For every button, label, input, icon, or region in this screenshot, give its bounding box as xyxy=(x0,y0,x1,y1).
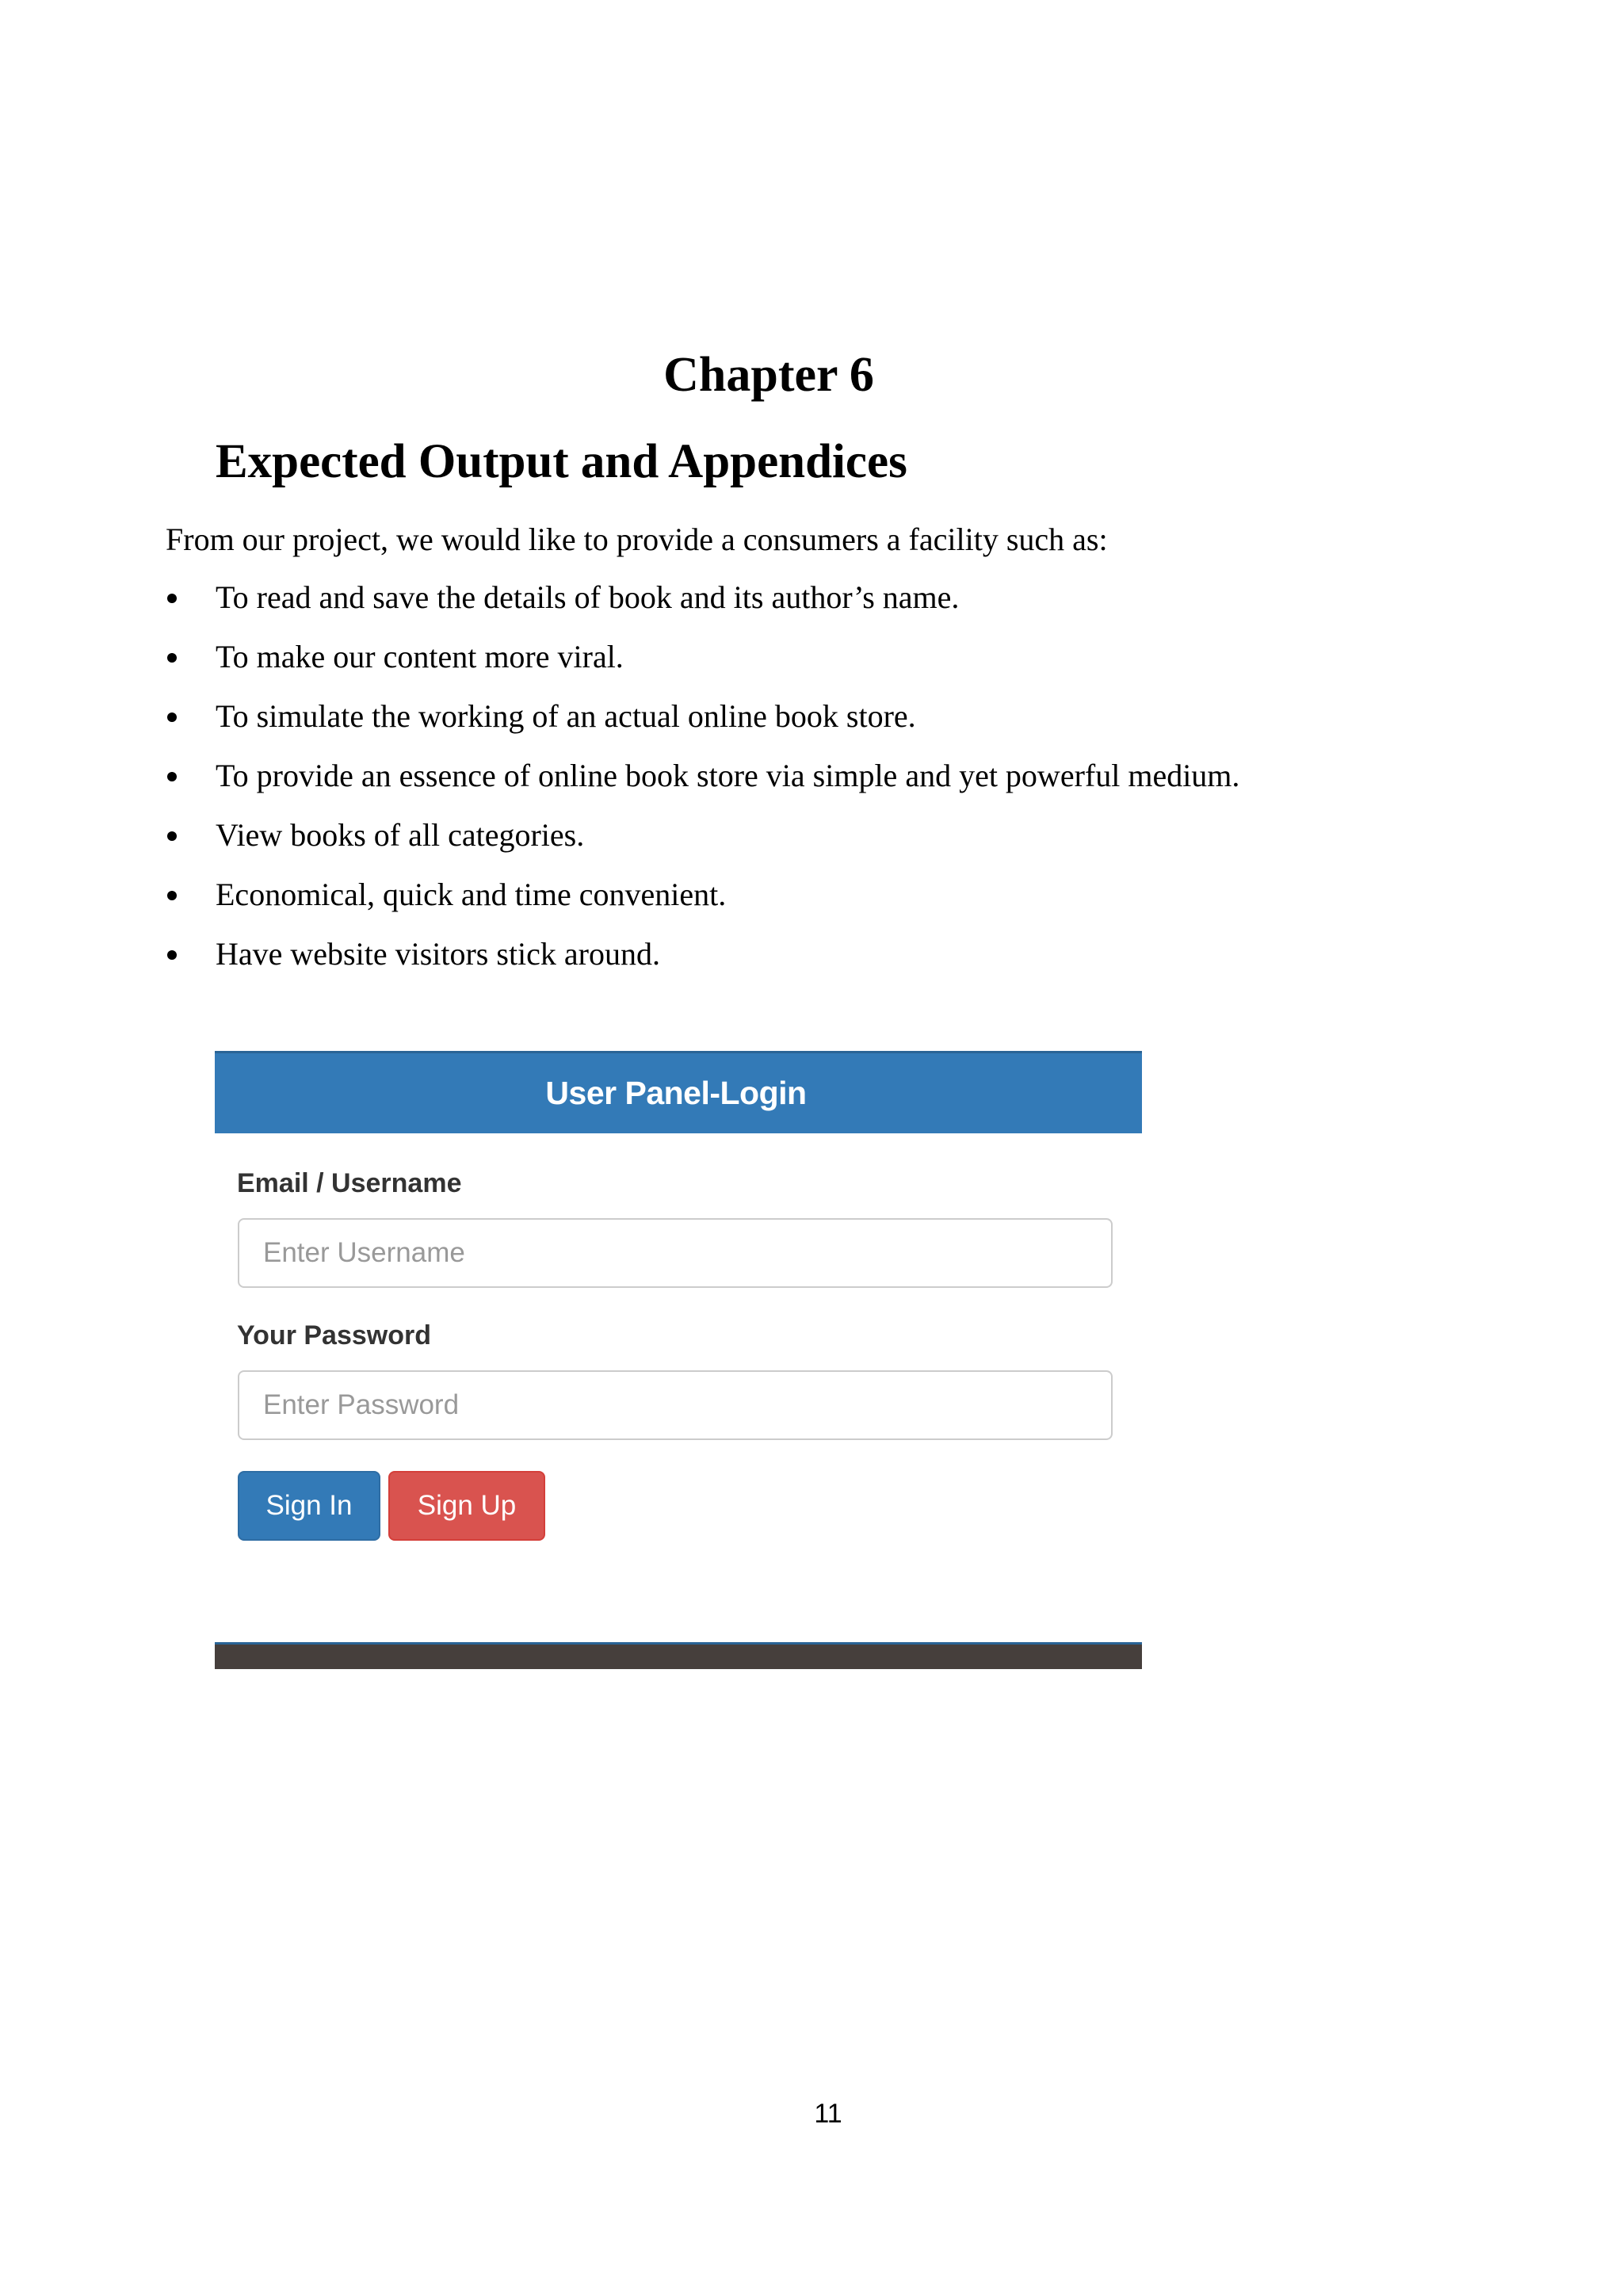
list-item-text: To make our content more viral. xyxy=(216,639,624,674)
password-input[interactable] xyxy=(238,1370,1113,1440)
list-item-text: Economical, quick and time convenient. xyxy=(216,877,727,912)
sign-up-button[interactable]: Sign Up xyxy=(388,1471,545,1541)
bullet-icon xyxy=(167,831,177,841)
panel-title: User Panel-Login xyxy=(545,1075,807,1111)
page-number: 11 xyxy=(814,2099,842,2129)
bullet-icon xyxy=(167,712,177,722)
list-item-text: To simulate the working of an actual online book store. xyxy=(216,698,916,734)
sign-in-button[interactable]: Sign In xyxy=(238,1471,380,1541)
username-label: Email / Username xyxy=(237,1168,462,1198)
chapter-title: Chapter 6 xyxy=(663,348,874,402)
bullet-icon xyxy=(167,653,177,663)
bullet-icon xyxy=(167,891,177,900)
username-input[interactable] xyxy=(238,1218,1113,1288)
list-item-text: Have website visitors stick around. xyxy=(216,936,660,972)
bullet-icon xyxy=(167,950,177,960)
login-panel-screenshot xyxy=(215,1051,1142,1677)
bullet-icon xyxy=(167,772,177,781)
panel-header xyxy=(215,1051,1142,1133)
panel-footer-bar xyxy=(215,1642,1142,1669)
password-label: Your Password xyxy=(237,1320,431,1350)
list-item-text: To read and save the details of book and its author’s name. xyxy=(216,579,960,615)
list-item-text: View books of all categories. xyxy=(216,817,585,853)
list-item-text: To provide an essence of online book store via simple and yet powerful medium. xyxy=(216,758,1240,793)
intro-paragraph: From our project, we would like to provide a consumers a facility such as: xyxy=(166,521,1108,557)
section-title: Expected Output and Appendices xyxy=(216,435,907,488)
bullet-icon xyxy=(167,594,177,603)
